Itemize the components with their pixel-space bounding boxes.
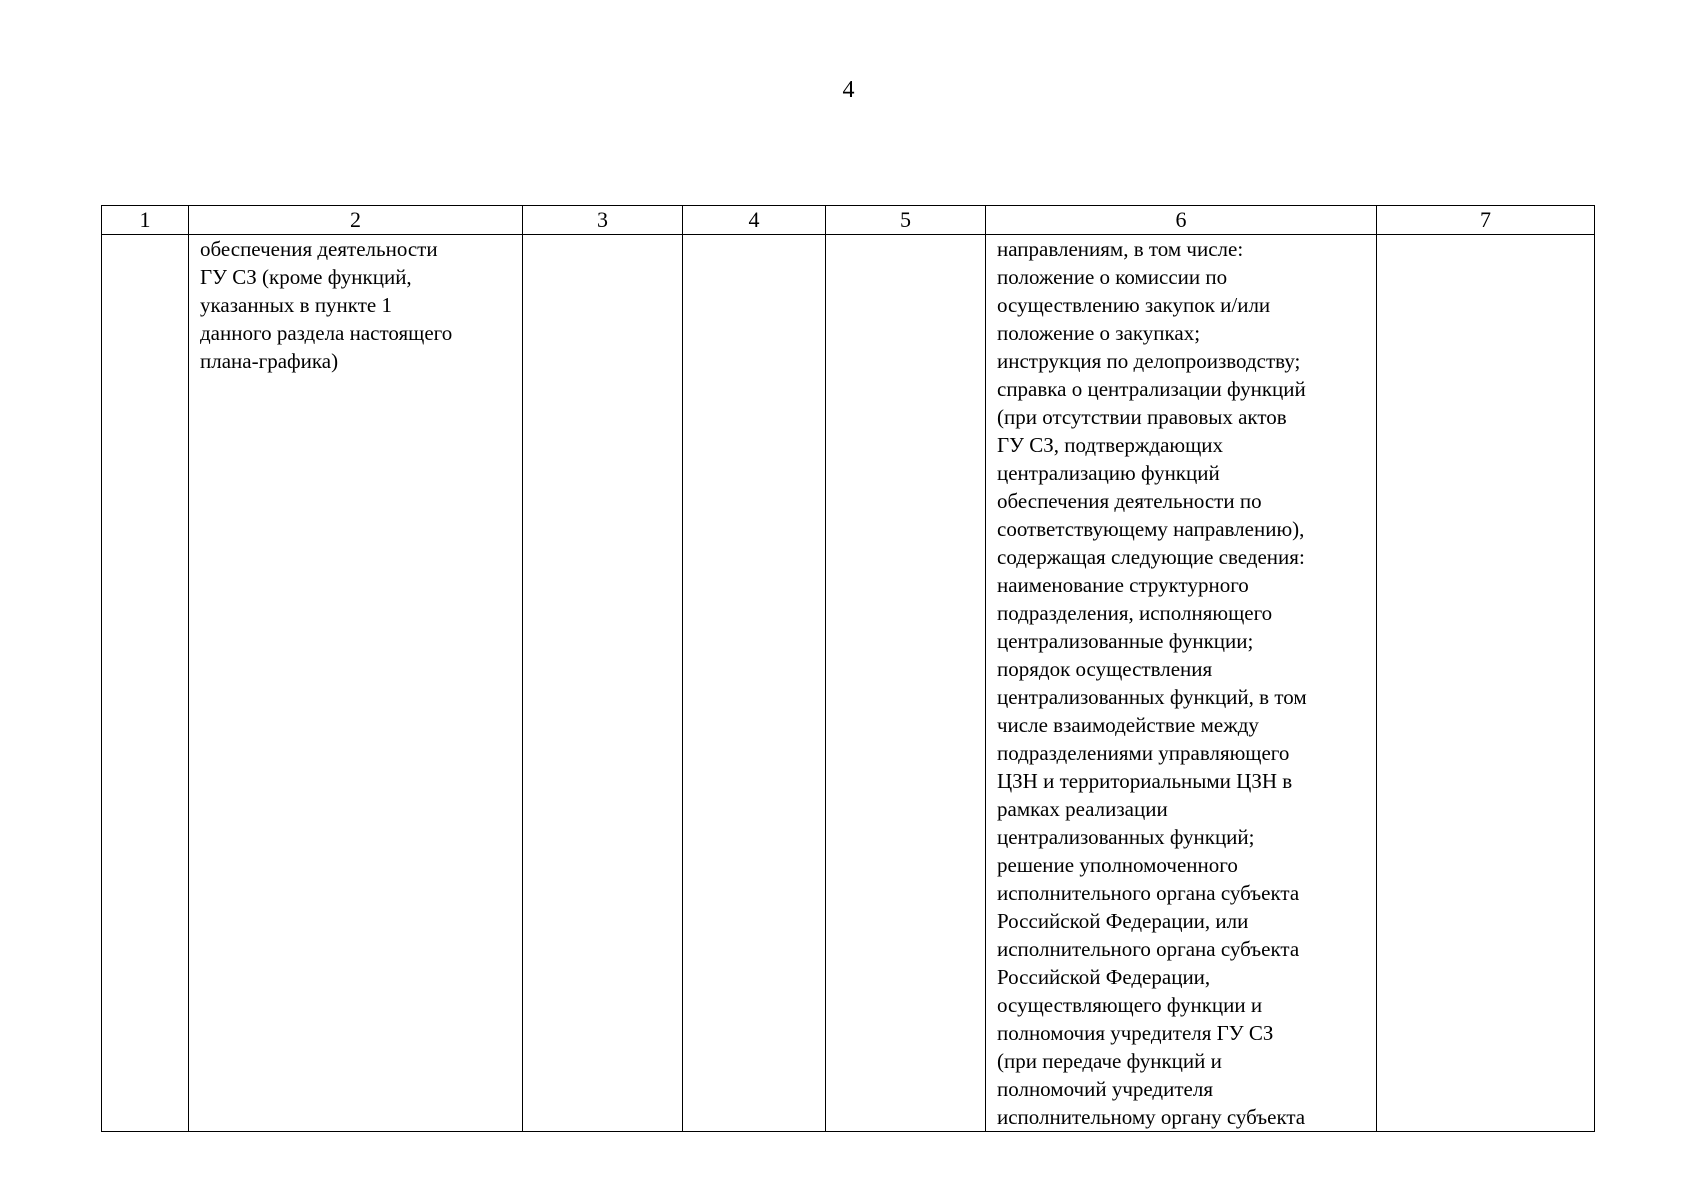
col6-line: исполнительного органа субъекта [997, 937, 1300, 961]
col6-line: Российской Федерации, [997, 965, 1211, 989]
column-header-7: 7 [1377, 206, 1595, 235]
col6-line: направлениям, в том числе: [997, 237, 1244, 261]
col6-line: (при отсутствии правовых актов [997, 405, 1287, 429]
col6-line: исполнительного органа субъекта [997, 881, 1300, 905]
col6-line: положение о закупках; [997, 321, 1201, 345]
col6-line: наименование структурного [997, 573, 1249, 597]
cell-col-7 [1377, 235, 1595, 1132]
col6-line: осуществлению закупок и/или [997, 293, 1271, 317]
column-header-2: 2 [189, 206, 523, 235]
col6-line: ЦЗН и территориальными ЦЗН в [997, 769, 1293, 793]
column-number-row [102, 206, 1595, 235]
documents-list [986, 235, 1376, 1131]
cell-col-3 [523, 235, 683, 1132]
col6-line: централизованных функций; [997, 825, 1255, 849]
column-header-1: 1 [102, 206, 189, 235]
column-header-4: 4 [683, 206, 826, 235]
function-description [189, 235, 522, 375]
col6-line: положение о комиссии по [997, 265, 1228, 289]
col6-line: ГУ СЗ, подтверждающих [997, 433, 1224, 457]
col2-line: указанных в пункте 1 [200, 293, 392, 317]
page-number: 4 [842, 77, 855, 103]
col6-line: централизованные функции; [997, 629, 1254, 653]
col6-line: полномочий учредителя [997, 1077, 1213, 1101]
col6-line: полномочия учредителя ГУ СЗ [997, 1021, 1274, 1045]
column-header-5: 5 [826, 206, 986, 235]
col6-line: Российской Федерации, или [997, 909, 1249, 933]
col6-line: решение уполномоченного [997, 853, 1238, 877]
col6-line: справка о централизации функций [997, 377, 1306, 401]
col6-line: централизованных функций, в том [997, 685, 1307, 709]
col6-line: числе взаимодействие между [997, 713, 1259, 737]
col2-line: данного раздела настоящего [200, 321, 453, 345]
col6-line: соответствующему направлению), [997, 517, 1305, 541]
cell-col-1 [102, 235, 189, 1132]
cell-col-6 [986, 235, 1377, 1132]
col2-line: обеспечения деятельности [200, 237, 438, 261]
col6-line: обеспечения деятельности по [997, 489, 1262, 513]
col6-line: содержащая следующие сведения: [997, 545, 1305, 569]
table-row [102, 235, 1595, 1132]
cell-col-2 [189, 235, 523, 1132]
column-header-6: 6 [986, 206, 1377, 235]
col2-line: ГУ СЗ (кроме функций, [200, 265, 412, 289]
col6-line: рамках реализации [997, 797, 1168, 821]
col6-line: осуществляющего функции и [997, 993, 1263, 1017]
cell-col-5 [826, 235, 986, 1132]
col6-line: исполнительному органу субъекта [997, 1105, 1306, 1129]
col6-line: инструкция по делопроизводству; [997, 349, 1301, 373]
col6-line: (при передаче функций и [997, 1049, 1222, 1073]
col6-line: подразделениями управляющего [997, 741, 1290, 765]
col6-line: подразделения, исполняющего [997, 601, 1273, 625]
cell-col-4 [683, 235, 826, 1132]
plan-schedule-table [101, 205, 1595, 1132]
col6-line: порядок осуществления [997, 657, 1213, 681]
col2-line: плана-графика) [200, 349, 339, 373]
column-header-3: 3 [523, 206, 683, 235]
col6-line: централизацию функций [997, 461, 1220, 485]
